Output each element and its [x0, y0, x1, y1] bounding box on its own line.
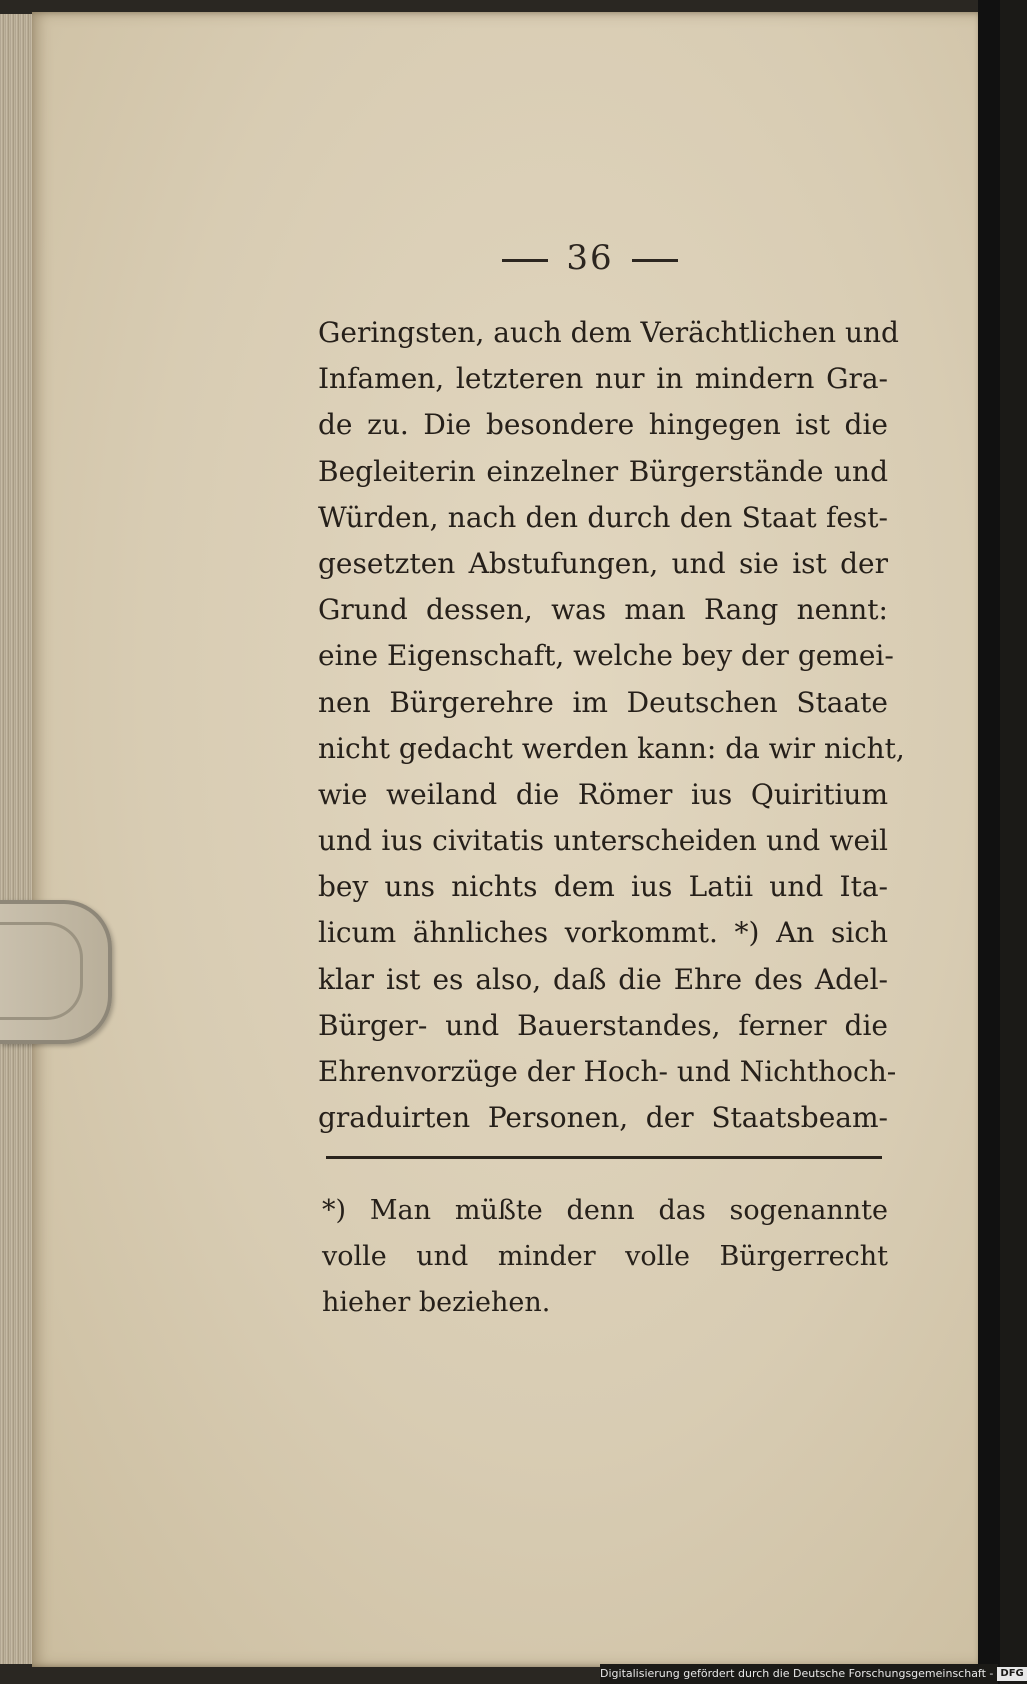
- book-clip: [0, 900, 112, 1044]
- text-line: Geringsten, auch dem Verächtlichen und: [318, 316, 899, 349]
- text-line: nen Bürgerehre im Deutschen Staate: [318, 685, 888, 719]
- header-dash-left: [502, 259, 548, 262]
- text-line: de zu. Die besondere hingegen ist die: [318, 408, 888, 442]
- text-line: eine Eigenschaft, welche bey der gemei-: [318, 639, 894, 673]
- footnote-rule: [326, 1156, 882, 1159]
- page-number-header: [480, 238, 700, 278]
- text-line: licum ähnliches vorkommt. *) An sich: [318, 916, 888, 950]
- scan-border: [978, 0, 1000, 1684]
- dfg-logo: DFG: [997, 1667, 1026, 1681]
- footnote-line: *) Man müßte denn das sogenannte: [322, 1195, 888, 1226]
- text-line: Bürger- und Bauerstandes, ferner die: [318, 1008, 888, 1042]
- footnote-line: volle und minder volle Bürgerrecht: [322, 1241, 888, 1272]
- body-text: [318, 310, 905, 1141]
- text-line: gesetzten Abstufungen, und sie ist der: [318, 546, 888, 580]
- footnote-line: hieher beziehen.: [322, 1287, 551, 1318]
- text-line: bey uns nichts dem ius Latii und Ita-: [318, 870, 888, 904]
- text-line: Würden, nach den durch den Staat fest-: [318, 500, 888, 534]
- text-line: und ius civitatis unterscheiden und weil: [318, 824, 888, 858]
- footnote: [322, 1188, 888, 1326]
- text-line: Infamen, letzteren nur in mindern Gra-: [318, 362, 888, 396]
- digitization-credit: [600, 1664, 1024, 1684]
- book-clip-inner: [0, 922, 83, 1020]
- text-line: nicht gedacht werden kann: da wir nicht,: [318, 731, 905, 765]
- text-line: klar ist es also, daß die Ehre des Adel-: [318, 962, 888, 996]
- text-line: Ehrenvorzüge der Hoch- und Nichthoch-: [318, 1055, 897, 1088]
- credit-text: Digitalisierung gefördert durch die Deutsche Forschungsgemeinschaft -: [600, 1667, 994, 1680]
- text-line: Begleiterin einzelner Bürgerstände und: [318, 454, 888, 488]
- text-line: wie weiland die Römer ius Quiritium: [318, 777, 888, 811]
- page-number: 36: [566, 238, 614, 278]
- text-line: graduirten Personen, der Staatsbeam-: [318, 1101, 888, 1135]
- text-line: Grund dessen, was man Rang nennt:: [318, 593, 888, 627]
- header-dash-right: [632, 259, 678, 262]
